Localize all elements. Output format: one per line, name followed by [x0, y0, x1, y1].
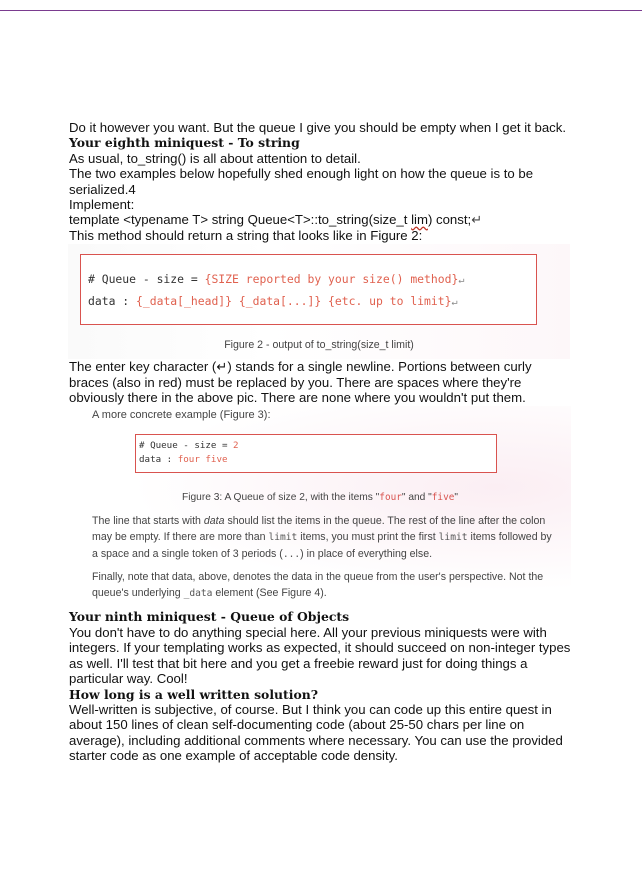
text: The line that starts with	[92, 515, 204, 528]
solution-length-body: Well-written is subjective, of course. But I think you can code up this entire quest in about 150 lines of clean self-documenting code (about 25-50 chars per line on average), including additional comments where necessary. You can use the provided starter code as one example of acceptable code density.	[69, 701, 563, 764]
signature-pre: template <typename T> string Queue<T>::to_string(size_t	[69, 212, 412, 228]
code-limit: limit	[268, 532, 298, 544]
top-border-line	[0, 10, 642, 11]
figure-3-paragraph-1	[92, 513, 552, 563]
return-symbol-icon: ↵	[458, 275, 465, 287]
miniquest-8-line-3: Implement:	[69, 197, 135, 213]
caption-text: " and "	[401, 492, 432, 504]
text: items followed by a space and a single token of 3 periods (	[92, 531, 552, 561]
text: ) in place of everything else.	[300, 548, 433, 561]
method-signature	[69, 212, 574, 227]
caption-text: "	[454, 492, 458, 504]
text: items, you must print the first	[297, 531, 439, 544]
figure-2-code-box	[80, 254, 537, 325]
text: element (See Figure 4).	[212, 587, 327, 600]
caption-item-four: four	[379, 492, 402, 504]
fig3-line2-value: four five	[177, 454, 228, 466]
signature-lim: lim	[411, 212, 428, 228]
miniquest-8-line-5: This method should return a string that looks like in Figure 2:	[69, 227, 423, 243]
miniquest-9-body: You don't have to do anything special here. All your previous miniquests were with integers. If your templating works as expected, it should succeed on non-integer types as well. I'll test that bit here and you get a freebie reward just for doing things a particular way. Cool!	[69, 624, 571, 687]
fig2-line1-label: # Queue - size =	[88, 272, 205, 287]
figure-3-paragraph-2	[92, 569, 552, 602]
figure-3-caption	[69, 490, 571, 505]
intro-paragraph: Do it however you want. But the queue I give you should be empty when I get it back.	[69, 120, 567, 135]
return-symbol-icon: ↵	[451, 297, 458, 309]
figure-3-code-box	[135, 434, 497, 473]
caption-item-five: five	[431, 492, 455, 504]
code-data: _data	[183, 588, 213, 600]
caption-text: Figure 3: A Queue of size 2, with the items "	[182, 492, 380, 504]
solution-length-heading: How long is a well written solution?	[69, 686, 318, 702]
text: should list the items in the queue. The rest of the line after the colon may be empty. If there are more than	[92, 515, 546, 544]
figure-2-image	[68, 244, 570, 359]
emphasis: data	[203, 515, 225, 528]
fig2-line2-label: data :	[88, 294, 137, 309]
miniquest-8-line-1: As usual, to_string() is all about attention to detail.	[69, 150, 361, 166]
fig3-line2-label: data :	[139, 454, 178, 466]
fig2-line2-placeholder: {_data[_head]} {_data[...]} {etc. up to limit}	[136, 294, 452, 309]
document-body	[69, 120, 574, 764]
fig3-line1-value: 2	[233, 440, 239, 452]
text: Finally, note that data, above, denotes the data in the queue from the user's perspective. Not the queue's underlying	[92, 571, 544, 600]
code-limit: limit	[438, 532, 468, 544]
fig2-line1-placeholder: {SIZE reported by your size() method}	[204, 272, 459, 287]
figure-3-intro: A more concrete example (Figure 3):	[92, 409, 271, 422]
miniquest-8-line-2: The two examples below hopefully shed enough light on how the queue is to be serialized.4	[69, 166, 534, 197]
miniquest-9-heading: Your ninth miniquest - Queue of Objects	[69, 609, 350, 625]
code-ellipsis: ...	[282, 549, 301, 561]
after-figure-2-paragraph: The enter key character (↵) stands for a single newline. Portions between curly braces (also in red) must be replaced by you. There are spaces where they're obviously there in the above pic. There are none where you wouldn't put them.	[69, 359, 532, 406]
signature-post: ) const;	[427, 212, 472, 228]
figure-2-caption: Figure 2 - output of to_string(size_t limit)	[224, 339, 414, 352]
return-mark-icon: ↵	[471, 212, 483, 228]
figure-3-image	[69, 406, 571, 609]
miniquest-8-heading: Your eighth miniquest - To string	[69, 135, 300, 151]
fig3-line1-label: # Queue - size =	[139, 440, 234, 452]
